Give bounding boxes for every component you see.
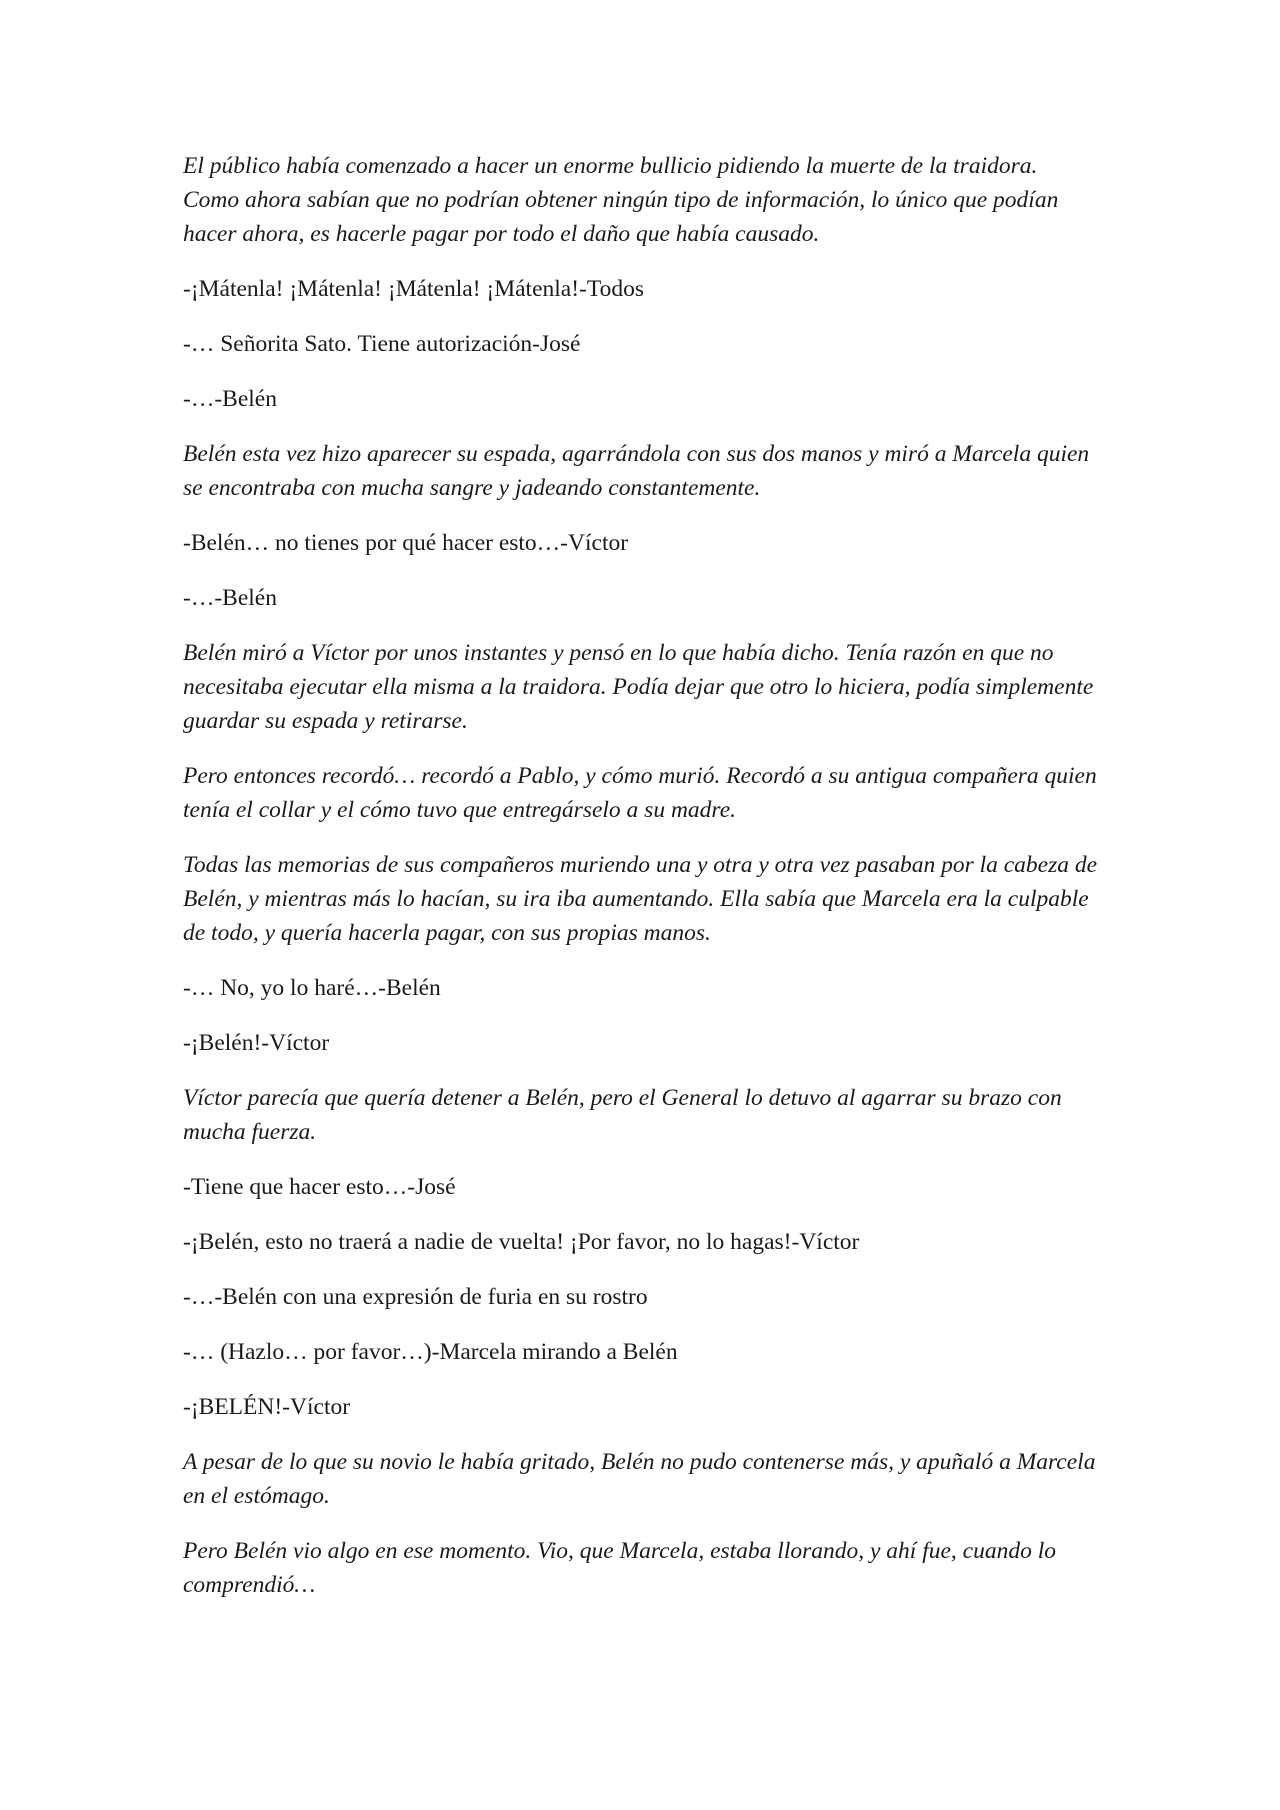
narration-paragraph: El público había comenzado a hacer un enorme bullicio pidiendo la muerte de la traidora. Como ahora sabían que no podrían obtener ningún tipo de información, lo único que podían hacer ahora, es hacerle pagar por todo el daño que había causado. [183,153,1059,247]
narration-paragraph: Todas las memorias de sus compañeros muriendo una y otra y otra vez pasaban por la cabeza de Belén, y mientras más lo hacían, su ira iba aumentando. Ella sabía que Marcela era la culpable de todo, y quería hacerla pagar, con sus propias manos. [183,852,1098,946]
dialogue-line: -¡Belén, esto no traerá a nadie de vuelta! ¡Por favor, no lo hagas!-Víctor [183,1229,860,1255]
document-body [183,149,1098,1623]
dialogue-line: -… (Hazlo… por favor…)-Marcela mirando a Belén [183,1339,678,1365]
dialogue-line: -…-Belén [183,585,277,611]
dialogue-line: -…-Belén con una expresión de furia en su rostro [183,1284,648,1310]
narration-paragraph: Pero entonces recordó… recordó a Pablo, y cómo murió. Recordó a su antigua compañera quien tenía el collar y el cómo tuvo que entregárselo a su madre. [183,763,1097,823]
narration-paragraph: Víctor parecía que quería detener a Belén, pero el General lo detuvo al agarrar su brazo con mucha fuerza. [183,1085,1062,1145]
dialogue-line: -…-Belén [183,386,277,412]
narration-paragraph: Belén miró a Víctor por unos instantes y pensó en lo que había dicho. Tenía razón en que no necesitaba ejecutar ella misma a la traidora. Podía dejar que otro lo hiciera, podía simplemente guardar su espada y retirarse. [183,640,1094,734]
dialogue-line: -… No, yo lo haré…-Belén [183,975,441,1001]
dialogue-line: -¡BELÉN!-Víctor [183,1394,351,1420]
narration-paragraph: Belén esta vez hizo aparecer su espada, agarrándola con sus dos manos y miró a Marcela quien se encontraba con mucha sangre y jadeando constantemente. [183,441,1090,501]
dialogue-line: -¡Mátenla! ¡Mátenla! ¡Mátenla! ¡Mátenla!-Todos [183,276,644,302]
dialogue-line: -Belén… no tienes por qué hacer esto…-Víctor [183,530,629,556]
narration-paragraph: A pesar de lo que su novio le había gritado, Belén no pudo contenerse más, y apuñaló a Marcela en el estómago. [183,1449,1096,1509]
dialogue-line: -Tiene que hacer esto…-José [183,1174,456,1200]
dialogue-line: -¡Belén!-Víctor [183,1030,330,1056]
dialogue-line: -… Señorita Sato. Tiene autorización-José [183,331,581,357]
narration-paragraph: Pero Belén vio algo en ese momento. Vio, que Marcela, estaba llorando, y ahí fue, cuando lo comprendió… [183,1538,1056,1598]
